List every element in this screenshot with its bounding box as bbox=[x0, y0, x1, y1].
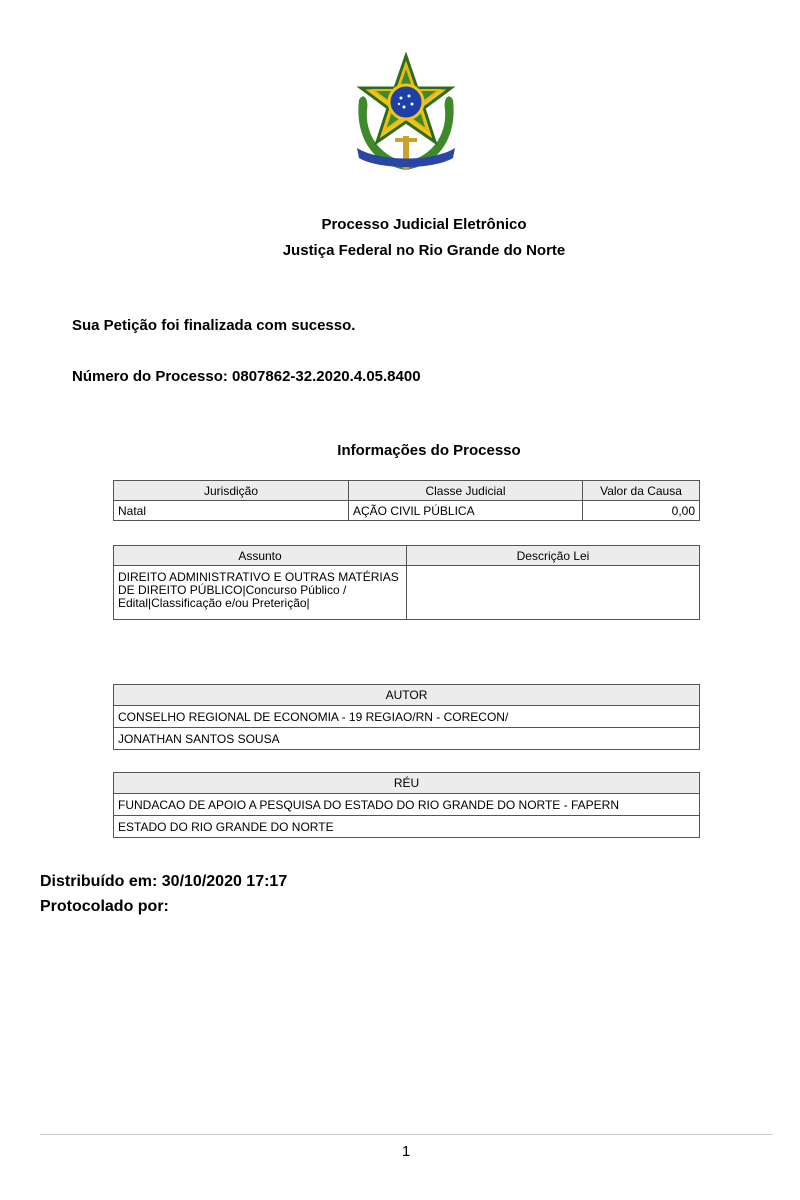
table-row bbox=[114, 566, 700, 620]
subject-table bbox=[113, 545, 700, 620]
reu-table bbox=[113, 772, 700, 838]
col-classe-judicial: Classe Judicial bbox=[349, 481, 583, 501]
brazil-coat-of-arms-emblem bbox=[349, 52, 463, 182]
protocolado-por: Protocolado por: bbox=[40, 898, 169, 915]
status-message: Sua Petição foi finalizada com sucesso. bbox=[72, 317, 356, 334]
autor-row-2: JONATHAN SANTOS SOUSA bbox=[114, 728, 700, 750]
col-valor-causa: Valor da Causa bbox=[583, 481, 700, 501]
page-number: 1 bbox=[401, 1143, 411, 1160]
cell-jurisdicao: Natal bbox=[114, 501, 349, 521]
table-header-row bbox=[114, 546, 700, 566]
table-header-row bbox=[114, 685, 700, 706]
header-subtitle: Justiça Federal no Rio Grande do Norte bbox=[282, 242, 566, 259]
info-title: Informações do Processo bbox=[337, 442, 521, 459]
autor-table bbox=[113, 684, 700, 750]
table-header-row bbox=[114, 773, 700, 794]
table-header-row bbox=[114, 481, 700, 501]
reu-header: RÉU bbox=[114, 773, 700, 794]
header-title: Processo Judicial Eletrônico bbox=[321, 216, 527, 233]
col-descricao-lei: Descrição Lei bbox=[407, 546, 700, 566]
distribuido-em: Distribuído em: 30/10/2020 17:17 bbox=[40, 873, 288, 890]
reu-row-2: ESTADO DO RIO GRANDE DO NORTE bbox=[114, 816, 700, 838]
reu-row-1: FUNDACAO DE APOIO A PESQUISA DO ESTADO DO RIO GRANDE DO NORTE - FAPERN bbox=[114, 794, 700, 816]
process-info-table bbox=[113, 480, 700, 521]
table-row bbox=[114, 728, 700, 750]
table-row bbox=[114, 794, 700, 816]
table-row bbox=[114, 706, 700, 728]
process-number: Número do Processo: 0807862-32.2020.4.05.8400 bbox=[72, 368, 421, 385]
autor-row-1: CONSELHO REGIONAL DE ECONOMIA - 19 REGIAO/RN - CORECON/ bbox=[114, 706, 700, 728]
table-row bbox=[114, 816, 700, 838]
col-assunto: Assunto bbox=[114, 546, 407, 566]
cell-classe-judicial: AÇÃO CIVIL PÚBLICA bbox=[349, 501, 583, 521]
cell-descricao-lei bbox=[407, 566, 700, 620]
table-row bbox=[114, 501, 700, 521]
autor-header: AUTOR bbox=[114, 685, 700, 706]
cell-valor-causa: 0,00 bbox=[583, 501, 700, 521]
cell-assunto: DIREITO ADMINISTRATIVO E OUTRAS MATÉRIAS DE DIREITO PÚBLICO|Concurso Público / Edital|Classificação e/ou Preterição| bbox=[114, 566, 407, 620]
footer-divider bbox=[40, 1134, 773, 1135]
col-jurisdicao: Jurisdição bbox=[114, 481, 349, 501]
